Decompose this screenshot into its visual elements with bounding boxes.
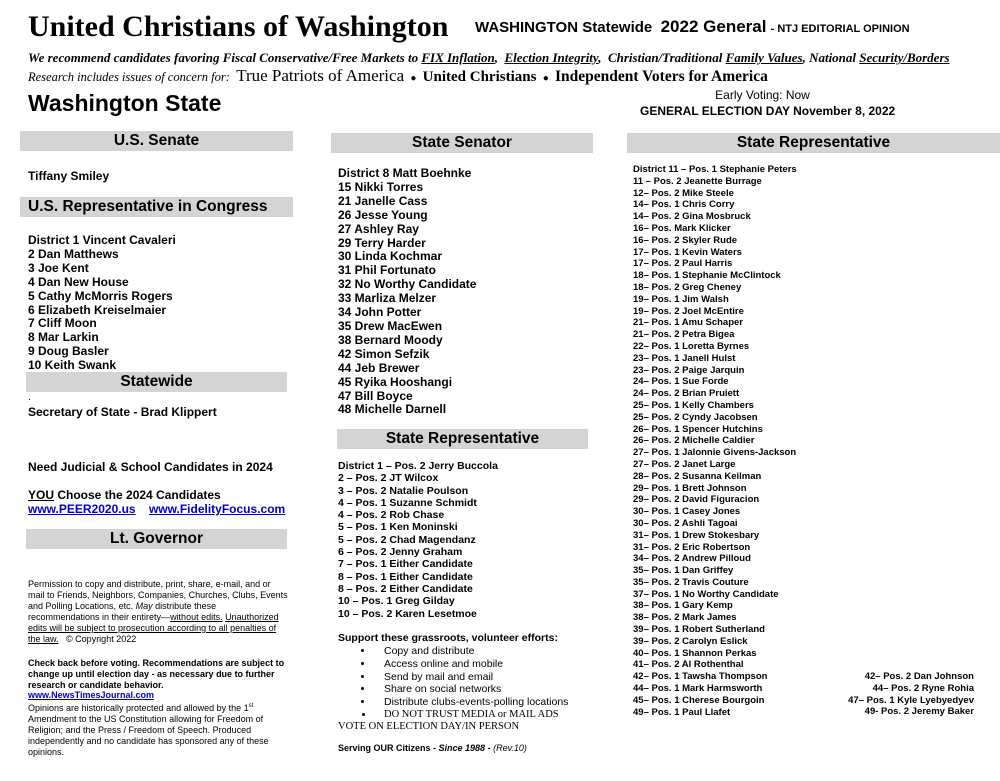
permission-unauthorized: Unauthorized edits will be subject to prosecution according to all penalties of the law. bbox=[28, 612, 279, 644]
list-item: 24– Pos. 1 Sue Forde bbox=[633, 376, 729, 388]
list-item: 29 Terry Harder bbox=[338, 235, 426, 250]
newstimes-link[interactable]: www.NewsTimesJournal.com bbox=[28, 690, 155, 700]
permission-text: Permission to copy and distribute, print, share, e-mail, and or mail to Friends, Neighbors, Companies, Churches, Clubs, Events and Polling Locations, etc. bbox=[28, 579, 288, 611]
list-item: 35 Drew MacEwen bbox=[338, 318, 443, 333]
list-item: 30– Pos. 1 Casey Jones bbox=[633, 506, 741, 518]
list-item: 42– Pos. 1 Tawsha Thompson bbox=[633, 671, 768, 683]
list-item: 3 – Pos. 2 Natalie Poulson bbox=[338, 484, 469, 497]
choose-line bbox=[28, 488, 221, 502]
list-item: District 8 Matt Boehnke bbox=[338, 166, 472, 180]
list-item: 5 Cathy McMorris Rogers bbox=[28, 288, 173, 303]
list-item: 30 Linda Kochmar bbox=[338, 249, 443, 264]
list-item: • Distribute clubs-events-polling locations bbox=[374, 696, 592, 709]
list-item: 22– Pos. 1 Loretta Byrnes bbox=[633, 340, 750, 352]
newstimes-link-wrap bbox=[28, 690, 154, 701]
research-line bbox=[28, 66, 768, 86]
secretary-of-state: Secretary of State - Brad Klippert bbox=[28, 405, 217, 419]
list-item: 45– Pos. 1 Cherese Bourgoin bbox=[633, 694, 765, 706]
vote-on-election-day: VOTE ON ELECTION DAY/IN PERSON bbox=[338, 721, 520, 732]
list-item: 31– Pos. 1 Drew Stokesbary bbox=[633, 529, 760, 541]
serving-since: Since 1988 bbox=[438, 743, 486, 753]
list-item: 10 – Pos. 1 Greg Gilday bbox=[338, 595, 455, 608]
list-item: 26– Pos. 2 Michelle Caldier bbox=[633, 435, 755, 447]
senate-candidate: Tiffany Smiley bbox=[28, 169, 110, 183]
you-text: YOU bbox=[28, 488, 55, 502]
list-item: 15 Nikki Torres bbox=[338, 179, 424, 194]
list-item: 16– Pos. Mark Klicker bbox=[633, 222, 731, 234]
subtitle-state: WASHINGTON Statewide bbox=[475, 19, 653, 36]
list-item: 38– Pos. 2 Mark James bbox=[633, 612, 737, 624]
bullet-icon: ● bbox=[410, 73, 417, 84]
list-item: 10 – Pos. 2 Karen Lesetmoe bbox=[338, 607, 477, 620]
list-item: 35– Pos. 2 Travis Couture bbox=[633, 576, 749, 588]
list-item: 4 – Pos. 1 Suzanne Schmidt bbox=[338, 496, 477, 509]
list-item: • Access online and mobile bbox=[374, 658, 592, 671]
list-item: 29– Pos. 2 David Figuracion bbox=[633, 494, 760, 506]
list-item: 37– Pos. 1 No Worthy Candidate bbox=[633, 588, 779, 600]
list-item: 28– Pos. 2 Susanna Keilman bbox=[633, 470, 762, 482]
rec-item-christian: Christian/Traditional bbox=[607, 50, 723, 65]
subtitle-opinion: - NTJ EDITORIAL OPINION bbox=[770, 23, 910, 35]
list-item: 3 Joe Kent bbox=[28, 260, 89, 275]
choose-text: Choose the 2024 Candidates bbox=[54, 488, 221, 502]
research-org-independent: Independent Voters for America bbox=[555, 68, 768, 85]
list-item: 39– Pos. 2 Carolyn Eslick bbox=[633, 635, 748, 647]
list-item: • Copy and distribute bbox=[374, 645, 592, 658]
serving-text: Serving OUR Citizens - bbox=[338, 743, 439, 753]
list-item: • Send by mail and email bbox=[374, 671, 592, 684]
list-item: 25– Pos. 2 Cyndy Jacobsen bbox=[633, 411, 758, 423]
voting-dates bbox=[640, 87, 896, 119]
state-senator-header: State Senator bbox=[331, 133, 593, 153]
list-item: 12– Pos. 2 Mike Steele bbox=[633, 187, 734, 199]
list-item: 10 Keith Swank bbox=[28, 358, 117, 373]
opinions-sup: st bbox=[248, 703, 254, 709]
list-item: 14– Pos. 1 Chris Corry bbox=[633, 199, 735, 211]
permission-may: May bbox=[135, 601, 153, 611]
list-item: 47– Pos. 1 Kyle Lyebyedyev bbox=[848, 694, 974, 706]
list-item: 2 Dan Matthews bbox=[28, 246, 119, 261]
list-item: 17– Pos. 1 Kevin Waters bbox=[633, 246, 742, 258]
list-item: 31– Pos. 2 Eric Robertson bbox=[633, 541, 751, 553]
list-item: 8 – Pos. 1 Either Candidate bbox=[338, 570, 473, 583]
state-title: Washington State bbox=[28, 90, 222, 116]
list-item: 18– Pos. 2 Greg Cheney bbox=[633, 281, 742, 293]
list-item: 7 – Pos. 1 Either Candidate bbox=[338, 558, 473, 571]
research-org-christians: United Christians bbox=[422, 69, 537, 85]
page-title: United Christians of Washington bbox=[28, 10, 449, 43]
support-header: Support these grassroots, volunteer efforts: bbox=[338, 632, 558, 644]
permission-without-edits: without edits. bbox=[170, 612, 223, 622]
list-item: 42 Simon Sefzik bbox=[338, 346, 430, 361]
list-item: 49- Pos. 2 Jeremy Baker bbox=[864, 706, 974, 718]
us-senate-header: U.S. Senate bbox=[20, 131, 293, 151]
state-rep-header-col3: State Representative bbox=[627, 133, 1000, 153]
need-judicial: Need Judicial & School Candidates in 2024 bbox=[28, 460, 273, 474]
list-item: 4 – Pos. 2 Rob Chase bbox=[338, 509, 445, 522]
opinions-notice bbox=[28, 701, 290, 758]
list-item: 6 Elizabeth Kreiselmaier bbox=[28, 302, 167, 317]
list-item: 23– Pos. 2 Paige Jarquin bbox=[633, 364, 745, 376]
rec-item-inflation: FIX Inflation bbox=[421, 50, 495, 65]
list-item: 5 – Pos. 2 Chad Magendanz bbox=[338, 533, 476, 546]
list-item: 38– Pos. 1 Gary Kemp bbox=[633, 600, 733, 612]
list-item: • DO NOT TRUST MEDIA or MAIL ADS bbox=[374, 709, 592, 722]
early-voting: Early Voting: Now bbox=[715, 88, 810, 102]
list-item: 8 – Pos. 2 Either Candidate bbox=[338, 582, 473, 595]
opinions-text: Opinions are historically protected and allowed by the 1 bbox=[28, 703, 249, 713]
us-congress-header: U.S. Representative in Congress bbox=[20, 197, 293, 217]
list-item: 48 Michelle Darnell bbox=[338, 402, 447, 417]
list-item: 34 John Potter bbox=[338, 305, 422, 320]
permission-text-2: distribute these recommendations in their entirety— bbox=[28, 601, 217, 622]
list-item: District 1 Vincent Cavaleri bbox=[28, 233, 176, 247]
list-item: District 11 – Pos. 1 Stephanie Peters bbox=[633, 164, 797, 175]
senator-list bbox=[338, 167, 476, 417]
list-item: 34– Pos. 2 Andrew Pilloud bbox=[633, 553, 751, 565]
list-item: 6 – Pos. 2 Jenny Graham bbox=[338, 546, 463, 559]
list-item: 35– Pos. 1 Dan Griffey bbox=[633, 565, 734, 577]
list-item: • Share on social networks bbox=[374, 683, 592, 696]
statewide-header: Statewide bbox=[26, 372, 287, 392]
list-item: 21 Janelle Cass bbox=[338, 193, 428, 208]
list-item: 29– Pos. 1 Brett Johnson bbox=[633, 482, 747, 494]
list-item: 4 Dan New House bbox=[28, 274, 129, 289]
rep-list-col3-right bbox=[848, 671, 974, 718]
list-item: 21– Pos. 1 Amu Schaper bbox=[633, 317, 744, 329]
list-item: 47 Bill Boyce bbox=[338, 388, 413, 403]
list-item: 27– Pos. 1 Jalonnie Givens-Jackson bbox=[633, 447, 797, 459]
check-back-notice: Check back before voting. Recommendations are subject to change up until election day - as necessary due to further research or candidate behavior. bbox=[28, 658, 285, 690]
research-intro: Research includes issues of concern for: bbox=[28, 70, 230, 84]
revision: (Rev.10) bbox=[493, 743, 527, 753]
rec-item-national: National bbox=[809, 50, 857, 65]
list-item: 49– Pos. 1 Paul Llafet bbox=[633, 706, 731, 718]
state-rep-header-col2: State Representative bbox=[337, 429, 588, 449]
efforts-list bbox=[352, 645, 592, 722]
congress-list bbox=[28, 234, 176, 373]
rep-list-col3 bbox=[633, 164, 797, 718]
list-item: 33 Marliza Melzer bbox=[338, 291, 437, 306]
list-item: 40– Pos. 1 Shannon Perkas bbox=[633, 647, 757, 659]
list-item: 14– Pos. 2 Gina Mosbruck bbox=[633, 211, 751, 223]
list-item: 45 Ryika Hooshangi bbox=[338, 374, 453, 389]
list-item: 5 – Pos. 1 Ken Moninski bbox=[338, 521, 458, 534]
list-item: 30– Pos. 2 Ashli Tagoai bbox=[633, 517, 738, 529]
recommendation-line: We recommend candidates favoring Fiscal Conservative/Free Markets to FIX Inflation, Election Integrity, Christian/Traditional Family Values, National Security/Borders bbox=[28, 50, 950, 65]
peer2020-link[interactable]: www.PEER2020.us bbox=[28, 502, 136, 516]
list-item: 9 Doug Basler bbox=[28, 344, 109, 359]
list-item: 19– Pos. 1 Jim Walsh bbox=[633, 293, 729, 305]
list-item: District 1 – Pos. 2 Jerry Buccola bbox=[338, 460, 498, 472]
rep-list-col2 bbox=[338, 460, 498, 620]
list-item: 11 – Pos. 2 Jeanette Burrage bbox=[633, 175, 762, 187]
list-item: 2 – Pos. 2 JT Wilcox bbox=[338, 472, 439, 485]
bullet-icon: ● bbox=[542, 73, 549, 84]
list-item: 19– Pos. 2 Joel McEntire bbox=[633, 305, 744, 317]
list-item: 27– Pos. 2 Janet Large bbox=[633, 458, 736, 470]
list-item: 44– Pos. 2 Ryne Rohia bbox=[872, 682, 974, 694]
list-item: 27 Ashley Ray bbox=[338, 221, 419, 236]
list-item: 17– Pos. 2 Paul Harris bbox=[633, 258, 733, 270]
list-item: 16– Pos. 2 Skyler Rude bbox=[633, 234, 738, 246]
list-item: 38 Bernard Moody bbox=[338, 332, 443, 347]
election-day: GENERAL ELECTION DAY November 8, 2022 bbox=[640, 104, 896, 118]
opinions-text-2: Amendment to the US Constitution allowing for Freedom of Religion; and the Press / Freedom of Speech. Produced independently and no candidate has sponsored any of these opinions. bbox=[28, 714, 269, 757]
research-org-patriots: True Patriots of America bbox=[236, 66, 405, 85]
list-item: 32 No Worthy Candidate bbox=[338, 277, 477, 292]
list-item: 26 Jesse Young bbox=[338, 207, 428, 222]
election-subtitle bbox=[475, 17, 910, 37]
list-item: 31 Phil Fortunato bbox=[338, 263, 437, 278]
list-item: 24– Pos. 2 Brian Pruiett bbox=[633, 388, 740, 400]
list-item: 18– Pos. 1 Stephanie McClintock bbox=[633, 270, 781, 282]
subtitle-election: 2022 General bbox=[660, 17, 767, 36]
lt-governor-header: Lt. Governor bbox=[26, 529, 287, 549]
list-item: 44– Pos. 1 Mark Harmsworth bbox=[633, 683, 763, 695]
list-item: 21– Pos. 2 Petra Bigea bbox=[633, 329, 735, 341]
list-item: 7 Cliff Moon bbox=[28, 316, 97, 331]
list-item: 42– Pos. 2 Dan Johnson bbox=[864, 671, 974, 682]
links-line bbox=[28, 502, 285, 516]
serving-line bbox=[338, 743, 527, 753]
list-item: 44 Jeb Brewer bbox=[338, 360, 420, 375]
list-item: 41– Pos. 2 Al Rothenthal bbox=[633, 659, 744, 671]
permission-notice bbox=[28, 579, 288, 645]
list-item: 23– Pos. 1 Janell Hulst bbox=[633, 352, 736, 364]
fidelityfocus-link[interactable]: www.FidelityFocus.com bbox=[148, 502, 286, 516]
list-item: 8 Mar Larkin bbox=[28, 330, 99, 345]
rec-item-election: Election Integrity bbox=[504, 50, 599, 65]
serving-dash: - bbox=[485, 743, 494, 753]
rec-item-family: Family Values bbox=[725, 50, 803, 65]
list-item: 39– Pos. 1 Robert Sutherland bbox=[633, 624, 765, 636]
rec-item-security: Security/Borders bbox=[859, 50, 950, 65]
recommend-text: We recommend candidates favoring Fiscal Conservative/Free Markets to bbox=[28, 50, 419, 65]
list-item: 26– Pos. 1 Spencer Hutchins bbox=[633, 423, 763, 435]
dot: . bbox=[28, 392, 31, 403]
copyright: © Copyright 2022 bbox=[66, 634, 137, 644]
list-item: 25– Pos. 1 Kelly Chambers bbox=[633, 399, 754, 411]
